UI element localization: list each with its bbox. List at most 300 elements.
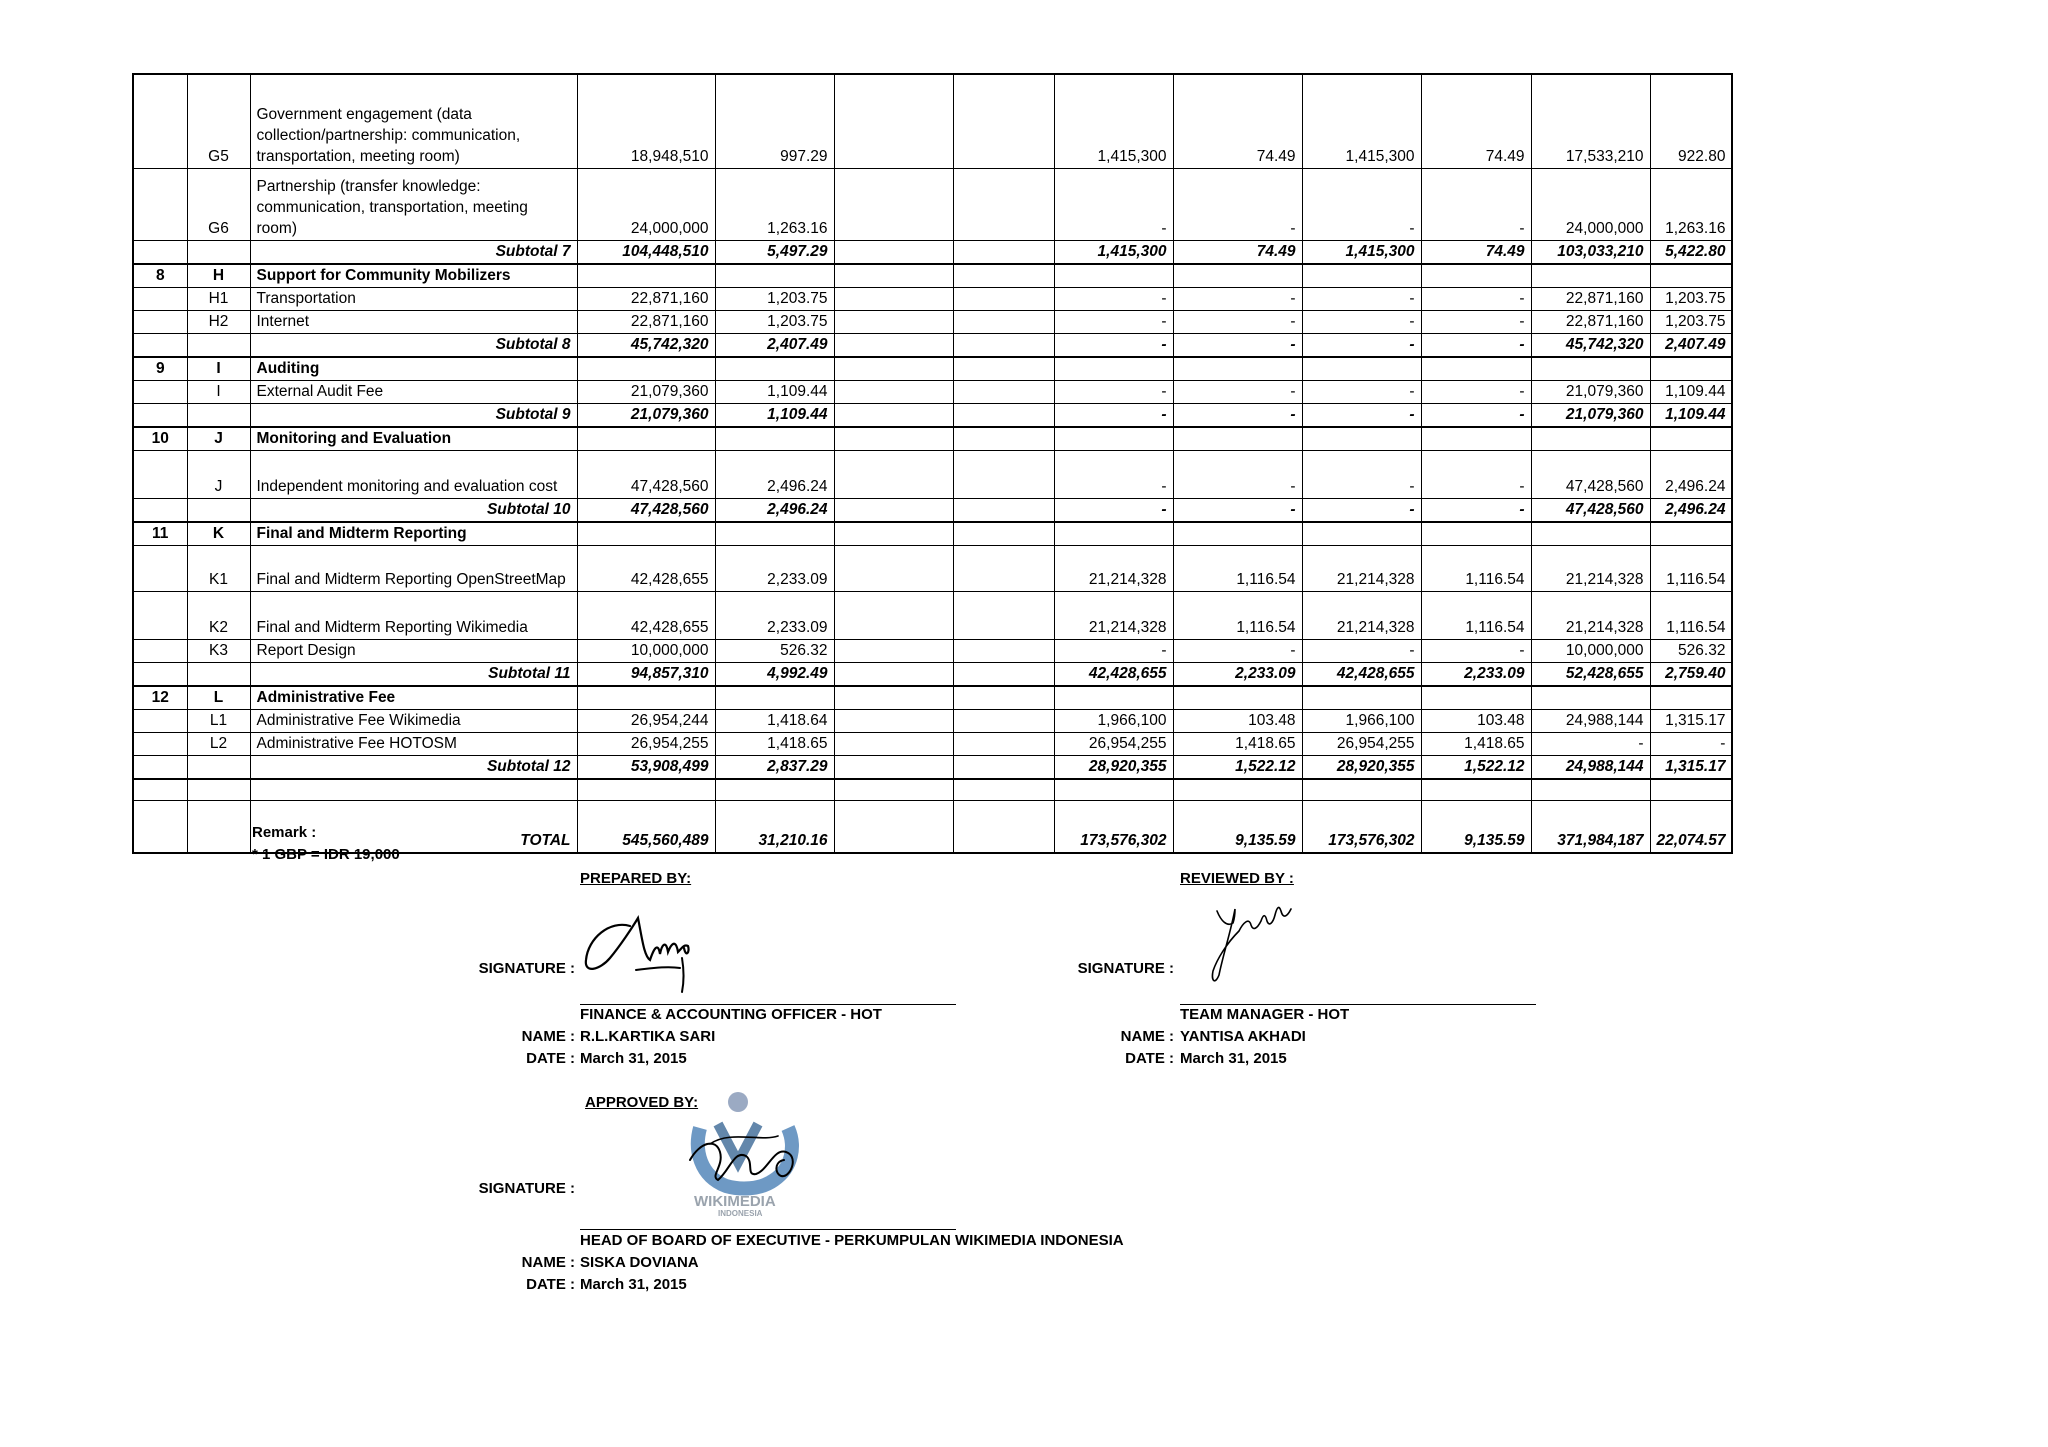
amount-cell: - bbox=[1421, 498, 1531, 522]
amount-cell bbox=[834, 403, 953, 427]
amount-cell: 1,203.75 bbox=[715, 287, 834, 310]
amount-cell bbox=[953, 240, 1054, 264]
amount-cell: 2,233.09 bbox=[1173, 662, 1302, 686]
amount-cell bbox=[834, 310, 953, 333]
amount-cell: 52,428,655 bbox=[1531, 662, 1650, 686]
amount-cell: - bbox=[1173, 450, 1302, 498]
description-cell: External Audit Fee bbox=[250, 380, 577, 403]
amount-cell: 24,000,000 bbox=[1531, 168, 1650, 240]
table-row bbox=[133, 639, 1732, 662]
item-code-cell: H2 bbox=[187, 310, 250, 333]
amount-cell bbox=[953, 287, 1054, 310]
amount-cell: 21,079,360 bbox=[1531, 403, 1650, 427]
row-number-cell bbox=[133, 591, 187, 639]
amount-cell: 22,871,160 bbox=[577, 287, 715, 310]
amount-cell: 22,074.57 bbox=[1650, 801, 1732, 853]
table-body bbox=[133, 74, 1732, 853]
prepared-date: March 31, 2015 bbox=[580, 1050, 687, 1067]
amount-cell: 21,214,328 bbox=[1054, 591, 1173, 639]
amount-cell bbox=[1054, 264, 1173, 288]
amount-cell bbox=[577, 779, 715, 801]
amount-cell: 1,203.75 bbox=[1650, 287, 1732, 310]
amount-cell bbox=[834, 686, 953, 710]
approved-date-label: DATE : bbox=[526, 1276, 575, 1293]
amount-cell: 526.32 bbox=[715, 639, 834, 662]
item-code-cell: L2 bbox=[187, 732, 250, 755]
amount-cell: 5,497.29 bbox=[715, 240, 834, 264]
amount-cell: 21,079,360 bbox=[1531, 380, 1650, 403]
amount-cell: 21,214,328 bbox=[1531, 545, 1650, 591]
subtotal-row bbox=[133, 755, 1732, 779]
amount-cell: 22,871,160 bbox=[1531, 287, 1650, 310]
subtotal-row bbox=[133, 333, 1732, 357]
amount-cell bbox=[715, 357, 834, 381]
item-code-cell bbox=[187, 498, 250, 522]
reviewed-signature-image bbox=[1205, 895, 1320, 987]
amount-cell: - bbox=[1421, 450, 1531, 498]
amount-cell: - bbox=[1054, 333, 1173, 357]
description-cell: Subtotal 8 bbox=[250, 333, 577, 357]
amount-cell bbox=[715, 264, 834, 288]
amount-cell: 26,954,244 bbox=[577, 709, 715, 732]
amount-cell: 922.80 bbox=[1650, 74, 1732, 168]
amount-cell: 1,203.75 bbox=[1650, 310, 1732, 333]
amount-cell bbox=[1173, 522, 1302, 546]
row-number-cell bbox=[133, 310, 187, 333]
description-cell: Final and Midterm Reporting bbox=[250, 522, 577, 546]
amount-cell: 1,116.54 bbox=[1173, 545, 1302, 591]
amount-cell bbox=[1173, 686, 1302, 710]
amount-cell bbox=[1650, 357, 1732, 381]
amount-cell bbox=[715, 779, 834, 801]
row-number-cell: 10 bbox=[133, 427, 187, 451]
stamp-text: WIKIMEDIA bbox=[694, 1193, 776, 1210]
amount-cell: 1,315.17 bbox=[1650, 755, 1732, 779]
description-cell: Report Design bbox=[250, 639, 577, 662]
item-code-cell: G5 bbox=[187, 74, 250, 168]
subtotal-row bbox=[133, 498, 1732, 522]
amount-cell bbox=[953, 380, 1054, 403]
amount-cell bbox=[834, 264, 953, 288]
section-header-row bbox=[133, 522, 1732, 546]
section-header-row bbox=[133, 357, 1732, 381]
amount-cell: - bbox=[1173, 287, 1302, 310]
amount-cell: 47,428,560 bbox=[1531, 498, 1650, 522]
item-code-cell: H bbox=[187, 264, 250, 288]
amount-cell: 21,079,360 bbox=[577, 403, 715, 427]
amount-cell bbox=[1650, 264, 1732, 288]
amount-cell: 1,522.12 bbox=[1173, 755, 1302, 779]
amount-cell bbox=[834, 545, 953, 591]
amount-cell bbox=[1421, 264, 1531, 288]
amount-cell bbox=[834, 240, 953, 264]
item-code-cell bbox=[187, 662, 250, 686]
row-number-cell bbox=[133, 755, 187, 779]
amount-cell: - bbox=[1421, 310, 1531, 333]
amount-cell: 103,033,210 bbox=[1531, 240, 1650, 264]
item-code-cell bbox=[187, 240, 250, 264]
amount-cell: 42,428,655 bbox=[577, 545, 715, 591]
amount-cell: 4,992.49 bbox=[715, 662, 834, 686]
amount-cell bbox=[953, 801, 1054, 853]
item-code-cell: I bbox=[187, 357, 250, 381]
amount-cell: - bbox=[1421, 403, 1531, 427]
amount-cell: 2,233.09 bbox=[715, 591, 834, 639]
amount-cell bbox=[953, 74, 1054, 168]
row-number-cell: 12 bbox=[133, 686, 187, 710]
amount-cell: 5,422.80 bbox=[1650, 240, 1732, 264]
description-cell: TOTAL bbox=[250, 801, 577, 853]
amount-cell bbox=[1421, 427, 1531, 451]
table-row bbox=[133, 168, 1732, 240]
item-code-cell: J bbox=[187, 427, 250, 451]
amount-cell: 21,214,328 bbox=[1054, 545, 1173, 591]
amount-cell bbox=[1531, 357, 1650, 381]
amount-cell bbox=[1054, 522, 1173, 546]
row-number-cell bbox=[133, 498, 187, 522]
amount-cell: 2,233.09 bbox=[715, 545, 834, 591]
amount-cell: - bbox=[1054, 639, 1173, 662]
description-cell: Subtotal 11 bbox=[250, 662, 577, 686]
description-cell: Subtotal 9 bbox=[250, 403, 577, 427]
reviewed-name: YANTISA AKHADI bbox=[1180, 1028, 1306, 1045]
amount-cell: 1,116.54 bbox=[1650, 591, 1732, 639]
amount-cell: 1,109.44 bbox=[1650, 380, 1732, 403]
amount-cell: 74.49 bbox=[1173, 74, 1302, 168]
amount-cell: 1,418.65 bbox=[715, 732, 834, 755]
amount-cell bbox=[953, 427, 1054, 451]
table-row bbox=[133, 591, 1732, 639]
amount-cell: 42,428,655 bbox=[1302, 662, 1421, 686]
table-row bbox=[133, 287, 1732, 310]
amount-cell: 1,263.16 bbox=[715, 168, 834, 240]
item-code-cell: K1 bbox=[187, 545, 250, 591]
amount-cell: - bbox=[1421, 639, 1531, 662]
amount-cell bbox=[1531, 264, 1650, 288]
row-number-cell bbox=[133, 74, 187, 168]
amount-cell bbox=[1173, 779, 1302, 801]
amount-cell: 1,116.54 bbox=[1173, 591, 1302, 639]
amount-cell bbox=[715, 522, 834, 546]
amount-cell bbox=[1173, 357, 1302, 381]
amount-cell bbox=[577, 427, 715, 451]
reviewed-date: March 31, 2015 bbox=[1180, 1050, 1287, 1067]
amount-cell: 2,496.24 bbox=[715, 450, 834, 498]
amount-cell: 10,000,000 bbox=[577, 639, 715, 662]
amount-cell: - bbox=[1421, 333, 1531, 357]
description-cell: Transportation bbox=[250, 287, 577, 310]
amount-cell: 1,418.65 bbox=[1173, 732, 1302, 755]
total-row bbox=[133, 801, 1732, 853]
amount-cell: 22,871,160 bbox=[1531, 310, 1650, 333]
amount-cell: - bbox=[1302, 498, 1421, 522]
approved-name: SISKA DOVIANA bbox=[580, 1254, 699, 1271]
amount-cell: 24,000,000 bbox=[577, 168, 715, 240]
amount-cell: - bbox=[1173, 333, 1302, 357]
prepared-date-label: DATE : bbox=[526, 1050, 575, 1067]
amount-cell bbox=[953, 333, 1054, 357]
amount-cell bbox=[834, 74, 953, 168]
description-cell: Support for Community Mobilizers bbox=[250, 264, 577, 288]
budget-table bbox=[132, 73, 1733, 854]
amount-cell: 1,966,100 bbox=[1054, 709, 1173, 732]
amount-cell bbox=[834, 522, 953, 546]
amount-cell: - bbox=[1302, 450, 1421, 498]
amount-cell bbox=[1650, 522, 1732, 546]
amount-cell: 1,116.54 bbox=[1650, 545, 1732, 591]
amount-cell: 1,109.44 bbox=[715, 380, 834, 403]
amount-cell: 2,407.49 bbox=[715, 333, 834, 357]
approved-position: HEAD OF BOARD OF EXECUTIVE - PERKUMPULAN WIKIMEDIA INDONESIA bbox=[580, 1232, 1124, 1249]
description-cell: Auditing bbox=[250, 357, 577, 381]
amount-cell: - bbox=[1173, 310, 1302, 333]
amount-cell: 371,984,187 bbox=[1531, 801, 1650, 853]
amount-cell: 47,428,560 bbox=[1531, 450, 1650, 498]
amount-cell: 1,522.12 bbox=[1421, 755, 1531, 779]
description-cell: Internet bbox=[250, 310, 577, 333]
amount-cell bbox=[1531, 686, 1650, 710]
item-code-cell bbox=[187, 333, 250, 357]
amount-cell: 526.32 bbox=[1650, 639, 1732, 662]
section-header-row bbox=[133, 686, 1732, 710]
amount-cell: 47,428,560 bbox=[577, 498, 715, 522]
table-row bbox=[133, 779, 1732, 801]
exchange-rate-note: * 1 GBP = IDR 19,000 bbox=[252, 846, 400, 863]
row-number-cell: 8 bbox=[133, 264, 187, 288]
amount-cell: 18,948,510 bbox=[577, 74, 715, 168]
stamp-subtext: INDONESIA bbox=[718, 1209, 763, 1218]
amount-cell bbox=[953, 403, 1054, 427]
amount-cell: 21,079,360 bbox=[577, 380, 715, 403]
amount-cell bbox=[953, 779, 1054, 801]
amount-cell: 21,214,328 bbox=[1302, 591, 1421, 639]
amount-cell: 2,759.40 bbox=[1650, 662, 1732, 686]
amount-cell: 173,576,302 bbox=[1302, 801, 1421, 853]
section-header-row bbox=[133, 264, 1732, 288]
amount-cell: 2,407.49 bbox=[1650, 333, 1732, 357]
amount-cell bbox=[834, 427, 953, 451]
amount-cell bbox=[1302, 779, 1421, 801]
amount-cell: 21,214,328 bbox=[1302, 545, 1421, 591]
item-code-cell bbox=[187, 755, 250, 779]
amount-cell bbox=[834, 498, 953, 522]
amount-cell: 24,988,144 bbox=[1531, 709, 1650, 732]
amount-cell: - bbox=[1302, 403, 1421, 427]
amount-cell bbox=[1302, 357, 1421, 381]
amount-cell bbox=[834, 801, 953, 853]
amount-cell: - bbox=[1054, 498, 1173, 522]
amount-cell: - bbox=[1302, 168, 1421, 240]
row-number-cell: 11 bbox=[133, 522, 187, 546]
amount-cell bbox=[834, 357, 953, 381]
amount-cell: - bbox=[1054, 310, 1173, 333]
amount-cell: 103.48 bbox=[1173, 709, 1302, 732]
item-code-cell: I bbox=[187, 380, 250, 403]
table-row bbox=[133, 380, 1732, 403]
amount-cell: 47,428,560 bbox=[577, 450, 715, 498]
item-code-cell: G6 bbox=[187, 168, 250, 240]
item-code-cell: K bbox=[187, 522, 250, 546]
description-cell: Subtotal 12 bbox=[250, 755, 577, 779]
amount-cell: 53,908,499 bbox=[577, 755, 715, 779]
description-cell: Government engagement (data collection/partnership: communication, transportation, meeting room) bbox=[250, 74, 577, 168]
row-number-cell bbox=[133, 801, 187, 853]
amount-cell: 1,203.75 bbox=[715, 310, 834, 333]
row-number-cell bbox=[133, 240, 187, 264]
wikimedia-stamp-seal bbox=[680, 1090, 840, 1220]
amount-cell: 1,415,300 bbox=[1054, 74, 1173, 168]
approved-date: March 31, 2015 bbox=[580, 1276, 687, 1293]
amount-cell bbox=[953, 264, 1054, 288]
description-cell: Final and Midterm Reporting OpenStreetMap bbox=[250, 545, 577, 591]
amount-cell bbox=[715, 686, 834, 710]
amount-cell bbox=[1421, 357, 1531, 381]
amount-cell bbox=[577, 522, 715, 546]
amount-cell: 45,742,320 bbox=[577, 333, 715, 357]
amount-cell bbox=[953, 732, 1054, 755]
table-row bbox=[133, 545, 1732, 591]
amount-cell: 2,496.24 bbox=[1650, 498, 1732, 522]
reviewed-signature-line bbox=[1180, 1004, 1536, 1005]
amount-cell: 31,210.16 bbox=[715, 801, 834, 853]
amount-cell bbox=[834, 168, 953, 240]
table-row bbox=[133, 732, 1732, 755]
amount-cell bbox=[1302, 686, 1421, 710]
description-cell: Independent monitoring and evaluation cost bbox=[250, 450, 577, 498]
description-cell: Final and Midterm Reporting Wikimedia bbox=[250, 591, 577, 639]
amount-cell bbox=[834, 333, 953, 357]
amount-cell: 2,837.29 bbox=[715, 755, 834, 779]
amount-cell bbox=[953, 498, 1054, 522]
amount-cell: 26,954,255 bbox=[577, 732, 715, 755]
amount-cell: 9,135.59 bbox=[1421, 801, 1531, 853]
amount-cell bbox=[953, 639, 1054, 662]
amount-cell: - bbox=[1302, 380, 1421, 403]
prepared-signature-label: SIGNATURE : bbox=[478, 960, 575, 977]
amount-cell: - bbox=[1173, 168, 1302, 240]
amount-cell bbox=[1421, 779, 1531, 801]
amount-cell bbox=[953, 686, 1054, 710]
amount-cell bbox=[953, 755, 1054, 779]
amount-cell: - bbox=[1302, 287, 1421, 310]
amount-cell bbox=[834, 639, 953, 662]
amount-cell bbox=[577, 264, 715, 288]
approved-signature-line bbox=[580, 1229, 956, 1230]
amount-cell: 22,871,160 bbox=[577, 310, 715, 333]
amount-cell: 10,000,000 bbox=[1531, 639, 1650, 662]
description-cell: Administrative Fee HOTOSM bbox=[250, 732, 577, 755]
amount-cell: 1,116.54 bbox=[1421, 545, 1531, 591]
amount-cell bbox=[1531, 522, 1650, 546]
amount-cell: 2,496.24 bbox=[1650, 450, 1732, 498]
amount-cell: - bbox=[1302, 333, 1421, 357]
amount-cell: 1,109.44 bbox=[715, 403, 834, 427]
amount-cell bbox=[953, 522, 1054, 546]
amount-cell bbox=[834, 287, 953, 310]
amount-cell: - bbox=[1421, 287, 1531, 310]
amount-cell: 2,233.09 bbox=[1421, 662, 1531, 686]
amount-cell: - bbox=[1054, 287, 1173, 310]
amount-cell bbox=[577, 686, 715, 710]
amount-cell bbox=[1650, 427, 1732, 451]
description-cell: Administrative Fee Wikimedia bbox=[250, 709, 577, 732]
amount-cell bbox=[834, 779, 953, 801]
amount-cell bbox=[715, 427, 834, 451]
table-row bbox=[133, 74, 1732, 168]
amount-cell bbox=[1054, 686, 1173, 710]
amount-cell: 42,428,655 bbox=[577, 591, 715, 639]
amount-cell bbox=[577, 357, 715, 381]
amount-cell: 1,116.54 bbox=[1421, 591, 1531, 639]
amount-cell: - bbox=[1173, 380, 1302, 403]
approved-by-title: APPROVED BY: bbox=[585, 1094, 699, 1111]
amount-cell: - bbox=[1054, 380, 1173, 403]
amount-cell bbox=[1054, 357, 1173, 381]
amount-cell: 28,920,355 bbox=[1302, 755, 1421, 779]
amount-cell: 1,415,300 bbox=[1054, 240, 1173, 264]
amount-cell bbox=[953, 545, 1054, 591]
row-number-cell bbox=[133, 779, 187, 801]
prepared-name-label: NAME : bbox=[521, 1028, 575, 1045]
amount-cell: 28,920,355 bbox=[1054, 755, 1173, 779]
item-code-cell: K3 bbox=[187, 639, 250, 662]
prepared-signature-image bbox=[580, 908, 730, 1000]
amount-cell: 45,742,320 bbox=[1531, 333, 1650, 357]
amount-cell: 1,418.65 bbox=[1421, 732, 1531, 755]
description-cell: Partnership (transfer knowledge: communication, transportation, meeting room) bbox=[250, 168, 577, 240]
amount-cell: 103.48 bbox=[1421, 709, 1531, 732]
row-number-cell bbox=[133, 450, 187, 498]
amount-cell: 1,966,100 bbox=[1302, 709, 1421, 732]
amount-cell bbox=[1302, 522, 1421, 546]
amount-cell: 1,418.64 bbox=[715, 709, 834, 732]
amount-cell: 74.49 bbox=[1421, 74, 1531, 168]
description-cell bbox=[250, 779, 577, 801]
item-code-cell: J bbox=[187, 450, 250, 498]
amount-cell: - bbox=[1650, 732, 1732, 755]
subtotal-row bbox=[133, 240, 1732, 264]
amount-cell bbox=[834, 662, 953, 686]
amount-cell bbox=[1054, 427, 1173, 451]
amount-cell bbox=[834, 709, 953, 732]
item-code-cell bbox=[187, 801, 250, 853]
table-row bbox=[133, 310, 1732, 333]
amount-cell bbox=[953, 168, 1054, 240]
amount-cell: 74.49 bbox=[1421, 240, 1531, 264]
amount-cell bbox=[953, 709, 1054, 732]
description-cell: Subtotal 10 bbox=[250, 498, 577, 522]
section-header-row bbox=[133, 427, 1732, 451]
prepared-signature-line bbox=[580, 1004, 956, 1005]
amount-cell: - bbox=[1054, 450, 1173, 498]
amount-cell bbox=[953, 450, 1054, 498]
amount-cell bbox=[834, 732, 953, 755]
item-code-cell: L1 bbox=[187, 709, 250, 732]
row-number-cell bbox=[133, 168, 187, 240]
amount-cell: - bbox=[1173, 403, 1302, 427]
amount-cell bbox=[834, 450, 953, 498]
amount-cell bbox=[1531, 779, 1650, 801]
remark-label: Remark : bbox=[252, 824, 317, 841]
prepared-name: R.L.KARTIKA SARI bbox=[580, 1028, 716, 1045]
amount-cell: 1,263.16 bbox=[1650, 168, 1732, 240]
prepared-position: FINANCE & ACCOUNTING OFFICER - HOT bbox=[580, 1006, 882, 1023]
amount-cell: - bbox=[1173, 498, 1302, 522]
amount-cell bbox=[1173, 427, 1302, 451]
amount-cell: - bbox=[1421, 380, 1531, 403]
amount-cell bbox=[1421, 686, 1531, 710]
description-cell: Subtotal 7 bbox=[250, 240, 577, 264]
